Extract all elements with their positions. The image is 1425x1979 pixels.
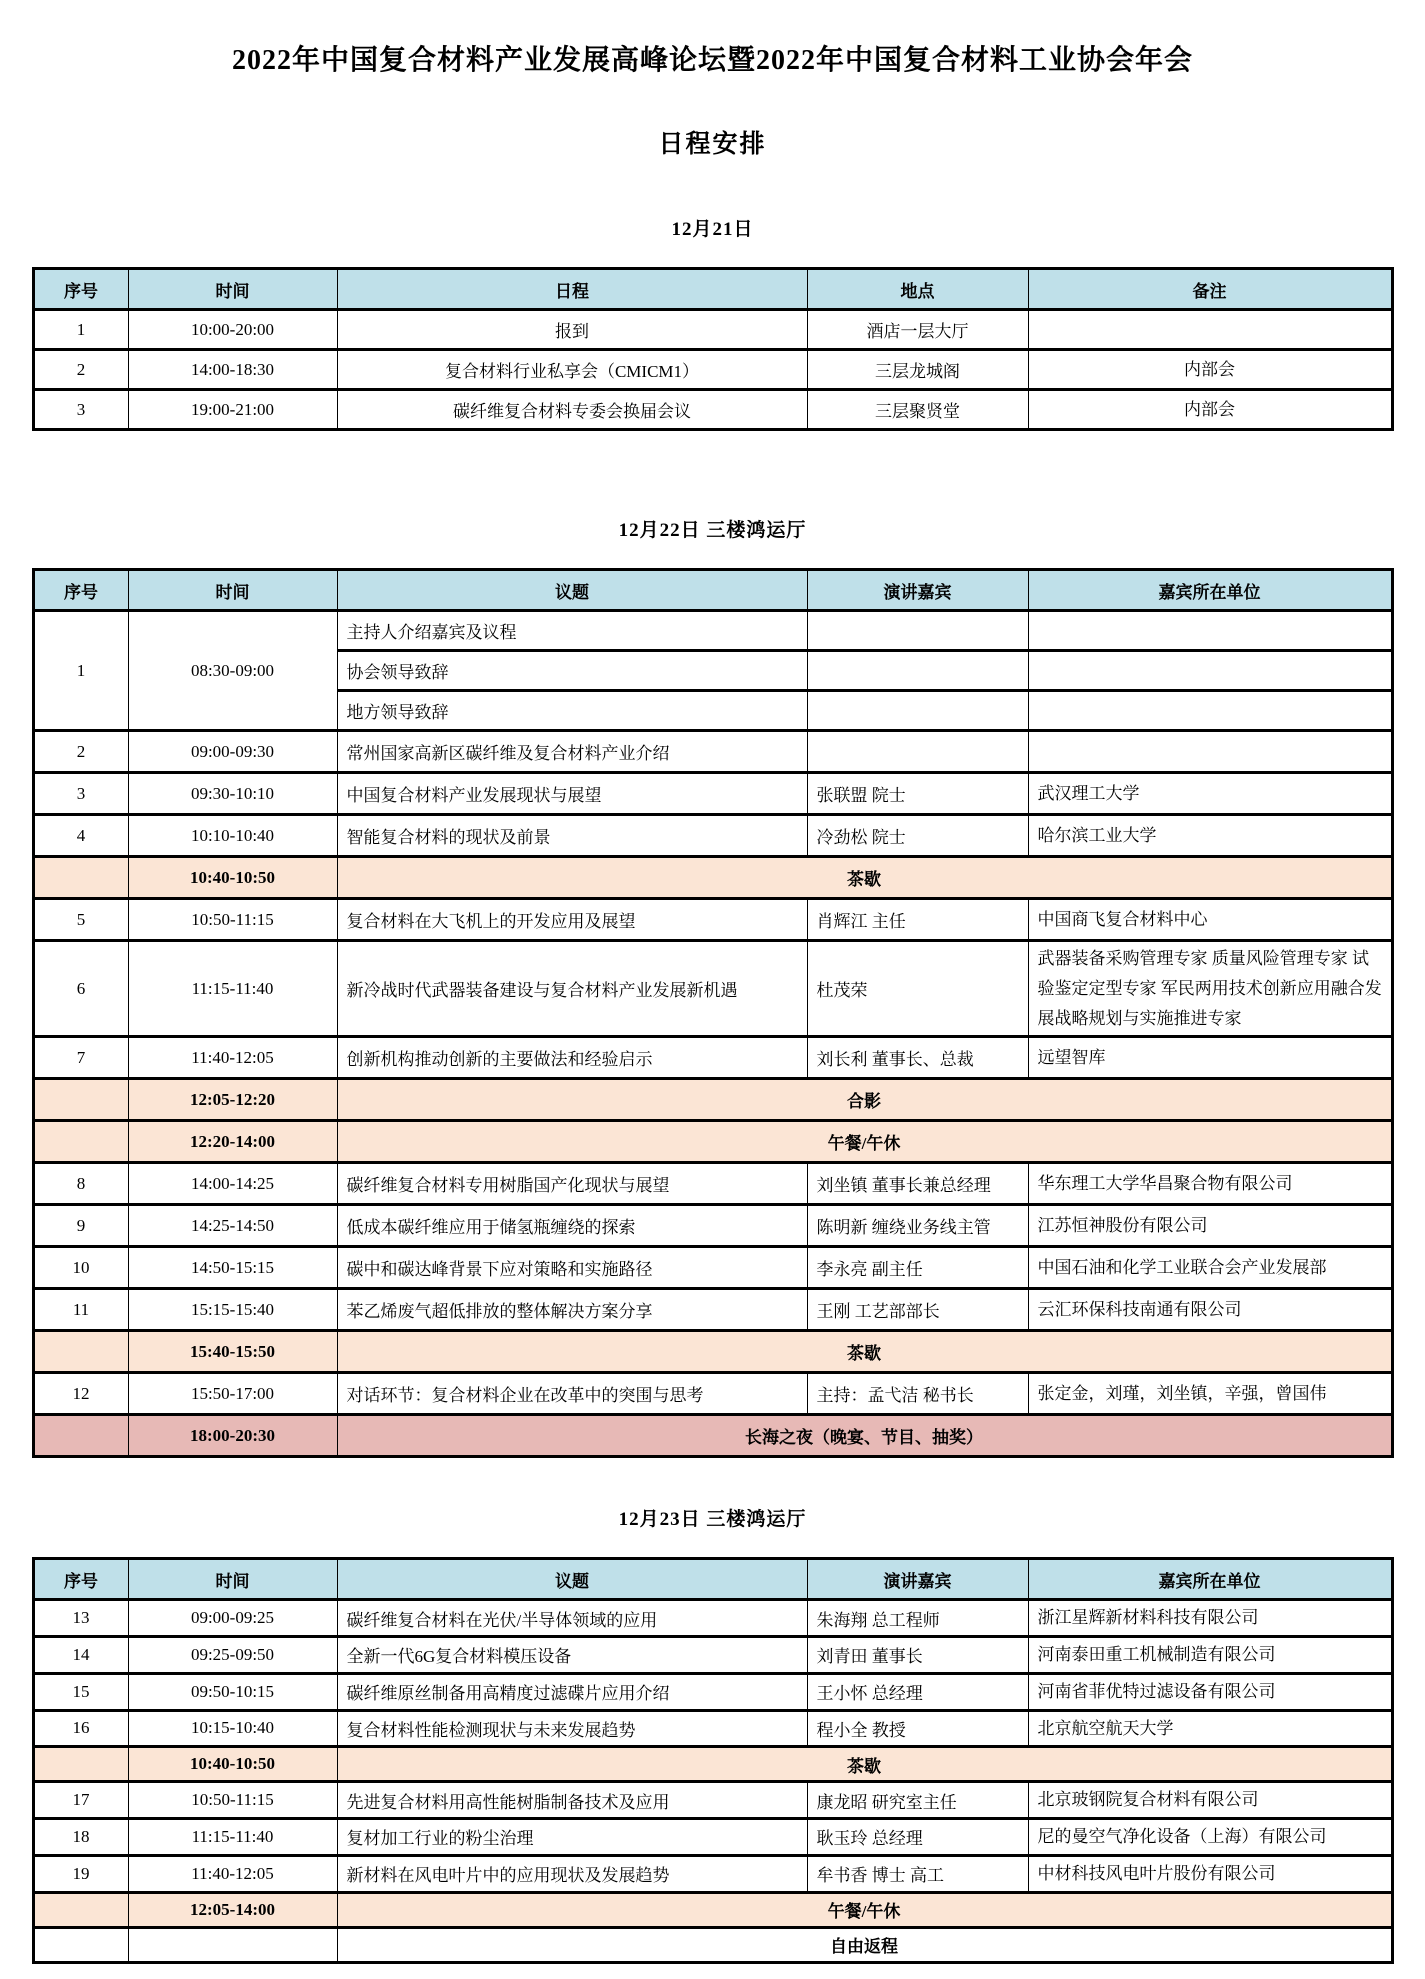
agenda-row — [33, 1289, 1392, 1331]
org-cell: 武器装备采购管理专家 质量风险管理专家 试验鉴定定型专家 军民两用技术创新应用融合发展战略规划与实施推进专家 — [1028, 941, 1392, 1037]
day2-schedule-table — [32, 568, 1394, 1458]
org-cell: 内部会 — [1028, 350, 1392, 390]
org-cell: 张定金，刘瑾，刘坐镇，辛强，曾国伟 — [1028, 1373, 1392, 1415]
time-cell: 14:00-18:30 — [128, 350, 337, 390]
time-cell: 18:00-20:30 — [128, 1415, 337, 1457]
topic-cell: 复合材料性能检测现状与未来发展趋势 — [337, 1710, 807, 1747]
agenda-row — [33, 1247, 1392, 1289]
topic-cell: 苯乙烯废气超低排放的整体解决方案分享 — [337, 1289, 807, 1331]
table-head — [33, 570, 1392, 611]
speaker-cell: 三层龙城阁 — [807, 350, 1028, 390]
topic-cell: 低成本碳纤维应用于储氢瓶缠绕的探索 — [337, 1205, 807, 1247]
time-cell — [128, 1927, 337, 1962]
agenda-row — [33, 1782, 1392, 1819]
column-header: 嘉宾所在单位 — [1028, 570, 1392, 611]
org-cell: 中国商飞复合材料中心 — [1028, 899, 1392, 941]
break-row — [33, 1747, 1392, 1782]
day3-section — [0, 1504, 1425, 1963]
column-header: 序号 — [33, 269, 128, 310]
time-cell: 08:30-09:00 — [128, 611, 337, 731]
column-header: 嘉宾所在单位 — [1028, 1559, 1392, 1600]
time-cell: 14:00-14:25 — [128, 1163, 337, 1205]
topic-cell: 复材加工行业的粉尘治理 — [337, 1819, 807, 1856]
topic-cell: 全新一代6G复合材料模压设备 — [337, 1637, 807, 1674]
time-cell: 10:50-11:15 — [128, 1782, 337, 1819]
seq-cell — [33, 1892, 128, 1927]
org-cell — [1028, 651, 1392, 691]
time-cell: 15:40-15:50 — [128, 1331, 337, 1373]
time-cell: 12:20-14:00 — [128, 1121, 337, 1163]
column-header: 日程 — [337, 269, 807, 310]
speaker-cell: 刘长利 董事长、总裁 — [807, 1037, 1028, 1079]
agenda-row — [33, 390, 1392, 430]
seq-cell: 3 — [33, 773, 128, 815]
topic-cell: 新材料在风电叶片中的应用现状及发展趋势 — [337, 1855, 807, 1892]
org-cell: 浙江星辉新材料科技有限公司 — [1028, 1600, 1392, 1637]
agenda-row — [33, 1855, 1392, 1892]
time-cell: 11:15-11:40 — [128, 941, 337, 1037]
document-title: 2022年中国复合材料产业发展高峰论坛暨2022年中国复合材料工业协会年会 — [231, 45, 1193, 76]
topic-cell: 碳纤维复合材料在光伏/半导体领域的应用 — [337, 1600, 807, 1637]
speaker-cell — [807, 611, 1028, 651]
speaker-cell: 刘坐镇 董事长兼总经理 — [807, 1163, 1028, 1205]
seq-cell: 4 — [33, 815, 128, 857]
seq-cell: 1 — [33, 310, 128, 350]
break-row — [33, 1892, 1392, 1927]
agenda-row — [33, 1673, 1392, 1710]
agenda-row — [33, 773, 1392, 815]
speaker-cell: 杜茂荣 — [807, 941, 1028, 1037]
org-cell: 华东理工大学华昌聚合物有限公司 — [1028, 1163, 1392, 1205]
agenda-row — [33, 899, 1392, 941]
seq-cell: 9 — [33, 1205, 128, 1247]
time-cell: 14:25-14:50 — [128, 1205, 337, 1247]
day2-section-title: 12月22日 三楼鸿运厅 — [618, 520, 807, 541]
speaker-cell: 肖辉江 主任 — [807, 899, 1028, 941]
speaker-cell: 王小怀 总经理 — [807, 1673, 1028, 1710]
break-row — [33, 1079, 1392, 1121]
time-cell: 19:00-21:00 — [128, 390, 337, 430]
topic-cell: 碳纤维复合材料专用树脂国产化现状与展望 — [337, 1163, 807, 1205]
break-label-cell: 茶歇 — [337, 1331, 1392, 1373]
table-body — [33, 611, 1392, 1457]
org-cell — [1028, 731, 1392, 773]
speaker-cell: 刘青田 董事长 — [807, 1637, 1028, 1674]
table-head — [33, 1559, 1392, 1600]
break-label-cell: 茶歇 — [337, 1747, 1392, 1782]
seq-cell: 16 — [33, 1710, 128, 1747]
column-header: 序号 — [33, 570, 128, 611]
agenda-row — [33, 1163, 1392, 1205]
seq-cell: 2 — [33, 350, 128, 390]
speaker-cell — [807, 651, 1028, 691]
speaker-cell: 王刚 工艺部部长 — [807, 1289, 1028, 1331]
org-cell: 远望智库 — [1028, 1037, 1392, 1079]
topic-cell: 创新机构推动创新的主要做法和经验启示 — [337, 1037, 807, 1079]
seq-cell — [33, 1331, 128, 1373]
header-row — [33, 269, 1392, 310]
agenda-row — [33, 1600, 1392, 1637]
seq-cell: 2 — [33, 731, 128, 773]
org-cell: 江苏恒神股份有限公司 — [1028, 1205, 1392, 1247]
break-label-cell: 合影 — [337, 1079, 1392, 1121]
agenda-row — [33, 1710, 1392, 1747]
topic-cell: 复合材料行业私享会（CMICM1） — [337, 350, 807, 390]
speaker-cell — [807, 731, 1028, 773]
org-cell — [1028, 691, 1392, 731]
agenda-row — [33, 1373, 1392, 1415]
header-row — [33, 570, 1392, 611]
time-cell: 10:00-20:00 — [128, 310, 337, 350]
seq-cell: 12 — [33, 1373, 128, 1415]
seq-cell — [33, 1121, 128, 1163]
time-cell: 10:10-10:40 — [128, 815, 337, 857]
seq-cell — [33, 1415, 128, 1457]
time-cell: 09:30-10:10 — [128, 773, 337, 815]
topic-cell: 中国复合材料产业发展现状与展望 — [337, 773, 807, 815]
org-cell: 哈尔滨工业大学 — [1028, 815, 1392, 857]
seq-cell: 19 — [33, 1855, 128, 1892]
speaker-cell: 程小全 教授 — [807, 1710, 1028, 1747]
time-cell: 11:15-11:40 — [128, 1819, 337, 1856]
seq-cell — [33, 1747, 128, 1782]
column-header: 备注 — [1028, 269, 1392, 310]
time-cell: 15:15-15:40 — [128, 1289, 337, 1331]
speaker-cell: 康龙昭 研究室主任 — [807, 1782, 1028, 1819]
topic-cell: 碳纤维复合材料专委会换届会议 — [337, 390, 807, 430]
topic-cell: 协会领导致辞 — [337, 651, 807, 691]
break-label-cell: 长海之夜（晚宴、节目、抽奖） — [337, 1415, 1392, 1457]
agenda-row — [33, 1637, 1392, 1674]
org-cell: 尼的曼空气净化设备（上海）有限公司 — [1028, 1819, 1392, 1856]
org-cell: 北京航空航天大学 — [1028, 1710, 1392, 1747]
speaker-cell: 张联盟 院士 — [807, 773, 1028, 815]
org-cell — [1028, 611, 1392, 651]
column-header: 演讲嘉宾 — [807, 1559, 1028, 1600]
table-body — [33, 310, 1392, 430]
break-row — [33, 857, 1392, 899]
table-head — [33, 269, 1392, 310]
seq-cell — [33, 1927, 128, 1962]
seq-cell — [33, 1079, 128, 1121]
time-cell: 10:40-10:50 — [128, 857, 337, 899]
topic-cell: 复合材料在大飞机上的开发应用及展望 — [337, 899, 807, 941]
agenda-row — [33, 350, 1392, 390]
topic-cell: 报到 — [337, 310, 807, 350]
time-cell: 11:40-12:05 — [128, 1037, 337, 1079]
speaker-cell: 朱海翔 总工程师 — [807, 1600, 1028, 1637]
speaker-cell: 陈明新 缠绕业务线主管 — [807, 1205, 1028, 1247]
org-cell: 河南省菲优特过滤设备有限公司 — [1028, 1673, 1392, 1710]
column-header: 议题 — [337, 1559, 807, 1600]
org-cell: 内部会 — [1028, 390, 1392, 430]
day3-section-title: 12月23日 三楼鸿运厅 — [618, 1509, 807, 1531]
column-header: 时间 — [128, 269, 337, 310]
agenda-row — [33, 731, 1392, 773]
column-header: 时间 — [128, 1559, 337, 1600]
org-cell: 云汇环保科技南通有限公司 — [1028, 1289, 1392, 1331]
speaker-cell: 李永亮 副主任 — [807, 1247, 1028, 1289]
agenda-group-row — [33, 611, 1392, 651]
topic-cell: 先进复合材料用高性能树脂制备技术及应用 — [337, 1782, 807, 1819]
seq-cell: 18 — [33, 1819, 128, 1856]
speaker-cell: 牟书香 博士 高工 — [807, 1855, 1028, 1892]
topic-cell: 碳中和碳达峰背景下应对策略和实施路径 — [337, 1247, 807, 1289]
day1-section — [0, 214, 1425, 431]
speaker-cell: 三层聚贤堂 — [807, 390, 1028, 430]
agenda-row — [33, 1037, 1392, 1079]
seq-cell: 13 — [33, 1600, 128, 1637]
time-cell: 10:50-11:15 — [128, 899, 337, 941]
seq-cell: 7 — [33, 1037, 128, 1079]
return-row — [33, 1927, 1392, 1962]
time-cell: 10:40-10:50 — [128, 1747, 337, 1782]
topic-cell: 对话环节：复合材料企业在改革中的突围与思考 — [337, 1373, 807, 1415]
seq-cell: 1 — [33, 611, 128, 731]
time-cell: 09:50-10:15 — [128, 1673, 337, 1710]
seq-cell: 5 — [33, 899, 128, 941]
topic-cell: 智能复合材料的现状及前景 — [337, 815, 807, 857]
time-cell: 10:15-10:40 — [128, 1710, 337, 1747]
speaker-cell: 主持：孟弋洁 秘书长 — [807, 1373, 1028, 1415]
column-header: 序号 — [33, 1559, 128, 1600]
column-header: 时间 — [128, 570, 337, 611]
time-cell: 09:25-09:50 — [128, 1637, 337, 1674]
org-cell: 中国石油和化学工业联合会产业发展部 — [1028, 1247, 1392, 1289]
speaker-cell: 酒店一层大厅 — [807, 310, 1028, 350]
time-cell: 12:05-14:00 — [128, 1892, 337, 1927]
org-cell: 中材科技风电叶片股份有限公司 — [1028, 1855, 1392, 1892]
agenda-row — [33, 1819, 1392, 1856]
agenda-row — [33, 1205, 1392, 1247]
seq-cell: 15 — [33, 1673, 128, 1710]
speaker-cell: 冷劲松 院士 — [807, 815, 1028, 857]
time-cell: 11:40-12:05 — [128, 1855, 337, 1892]
seq-cell: 17 — [33, 1782, 128, 1819]
time-cell: 15:50-17:00 — [128, 1373, 337, 1415]
seq-cell: 10 — [33, 1247, 128, 1289]
agenda-row — [33, 941, 1392, 1037]
column-header: 议题 — [337, 570, 807, 611]
break-label-cell: 自由返程 — [337, 1927, 1392, 1962]
seq-cell: 8 — [33, 1163, 128, 1205]
topic-cell: 碳纤维原丝制备用高精度过滤碟片应用介绍 — [337, 1673, 807, 1710]
time-cell: 14:50-15:15 — [128, 1247, 337, 1289]
topic-cell: 主持人介绍嘉宾及议程 — [337, 611, 807, 651]
topic-cell: 新冷战时代武器装备建设与复合材料产业发展新机遇 — [337, 941, 807, 1037]
table-body — [33, 1600, 1392, 1962]
day3-schedule-table — [32, 1557, 1394, 1963]
seq-cell: 6 — [33, 941, 128, 1037]
topic-cell: 地方领导致辞 — [337, 691, 807, 731]
seq-cell: 11 — [33, 1289, 128, 1331]
seq-cell: 3 — [33, 390, 128, 430]
break-label-cell: 午餐/午休 — [337, 1892, 1392, 1927]
break-label-cell: 午餐/午休 — [337, 1121, 1392, 1163]
document-subtitle: 日程安排 — [658, 131, 767, 158]
time-cell: 12:05-12:20 — [128, 1079, 337, 1121]
header-row — [33, 1559, 1392, 1600]
agenda-row — [33, 815, 1392, 857]
time-cell: 09:00-09:25 — [128, 1600, 337, 1637]
org-cell: 武汉理工大学 — [1028, 773, 1392, 815]
org-cell: 河南泰田重工机械制造有限公司 — [1028, 1637, 1392, 1674]
topic-cell: 常州国家高新区碳纤维及复合材料产业介绍 — [337, 731, 807, 773]
org-cell: 北京玻钢院复合材料有限公司 — [1028, 1782, 1392, 1819]
seq-cell: 14 — [33, 1637, 128, 1674]
column-header: 演讲嘉宾 — [807, 570, 1028, 611]
org-cell — [1028, 310, 1392, 350]
speaker-cell: 耿玉玲 总经理 — [807, 1819, 1028, 1856]
banquet-row — [33, 1415, 1392, 1457]
break-row — [33, 1331, 1392, 1373]
column-header: 地点 — [807, 269, 1028, 310]
seq-cell — [33, 857, 128, 899]
time-cell: 09:00-09:30 — [128, 731, 337, 773]
agenda-row — [33, 310, 1392, 350]
break-row — [33, 1121, 1392, 1163]
day1-section-title: 12月21日 — [671, 219, 754, 240]
break-label-cell: 茶歇 — [337, 857, 1392, 899]
speaker-cell — [807, 691, 1028, 731]
day1-schedule-table — [32, 267, 1394, 431]
day2-section — [0, 515, 1425, 1458]
